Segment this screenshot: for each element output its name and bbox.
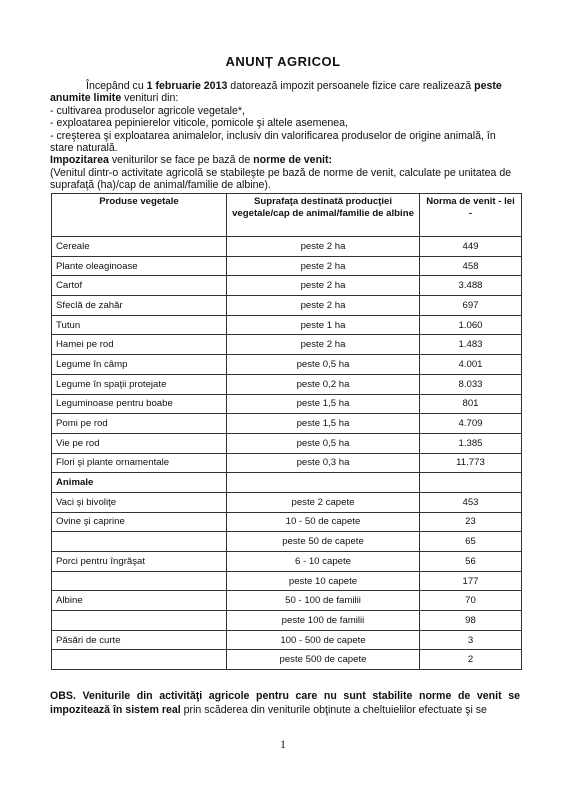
norm-value: 8.033: [420, 374, 522, 394]
table-row: [52, 611, 522, 631]
product-name: [52, 650, 227, 670]
intro-text-a: Începând cu: [86, 80, 147, 92]
table-row: [52, 355, 522, 375]
norm-value: 449: [420, 237, 522, 257]
area-cell: 6 - 10 capete: [227, 552, 420, 572]
norm-value: 3.488: [420, 276, 522, 296]
area-cell: peste 2 ha: [227, 335, 420, 355]
product-name: Păsări de curte: [52, 630, 227, 650]
product-name: [52, 571, 227, 591]
table-row: [52, 552, 522, 572]
table-row: [52, 453, 522, 473]
obs-bold-text: OBS. Veniturile din activităţi agricole pentru care nu sunt stabilite norme de venit se impozitează în sistem real: [50, 690, 520, 716]
area-cell: peste 2 ha: [227, 296, 420, 316]
norm-value: 4.001: [420, 355, 522, 375]
area-cell: 50 - 100 de familii: [227, 591, 420, 611]
intro-text-c: datorează impozit persoanele fizice care realizează: [227, 80, 475, 92]
product-name: [52, 532, 227, 552]
area-cell: peste 0,5 ha: [227, 433, 420, 453]
norm-value: 98: [420, 611, 522, 631]
animal-rows: [52, 492, 522, 669]
area-cell: peste 0,2 ha: [227, 374, 420, 394]
vegetal-rows: [52, 237, 522, 473]
product-name: Tutun: [52, 315, 227, 335]
observation-note: [50, 689, 520, 717]
norm-value: 458: [420, 256, 522, 276]
table-row: [52, 335, 522, 355]
norm-value: 801: [420, 394, 522, 414]
norms-label: norme de venit:: [253, 154, 333, 167]
header-norm: Norma de venit - lei -: [420, 194, 522, 237]
page-title: ANUNȚ AGRICOL: [225, 54, 341, 69]
area-cell: peste 1 ha: [227, 315, 420, 335]
area-cell: peste 2 capete: [227, 492, 420, 512]
table-row: [52, 512, 522, 532]
product-name: Legume în câmp: [52, 355, 227, 375]
area-cell: 100 - 500 de capete: [227, 630, 420, 650]
intro-limits: peste anumite limite: [50, 80, 502, 105]
product-name: Flori şi plante ornamentale: [52, 453, 227, 473]
norm-value: 56: [420, 552, 522, 572]
norm-value: 1.060: [420, 315, 522, 335]
table-row: [52, 571, 522, 591]
page-number: 1: [280, 737, 286, 751]
table-row: [52, 374, 522, 394]
intro-text-e: venituri din:: [121, 92, 179, 105]
table-row: [52, 433, 522, 453]
area-cell: peste 500 de capete: [227, 650, 420, 670]
norm-value: 70: [420, 591, 522, 611]
area-cell: peste 100 de familii: [227, 611, 420, 631]
taxation-text: veniturilor se face pe bază de: [108, 154, 254, 167]
product-name: Sfeclă de zahăr: [52, 296, 227, 316]
intro-item: - cultivarea produselor agricole vegetale*,: [50, 104, 245, 117]
product-name: Plante oleaginoase: [52, 256, 227, 276]
norm-value: 23: [420, 512, 522, 532]
norm-value: 65: [420, 532, 522, 552]
norm-value: 1.483: [420, 335, 522, 355]
income-norms-table: [51, 193, 522, 670]
obs-text: prin scăderea din veniturile obţinute a cheltuielilor efectuate şi se: [180, 704, 487, 716]
area-cell: peste 0,3 ha: [227, 453, 420, 473]
norm-value: 697: [420, 296, 522, 316]
header-area: Suprafaţa destinată producţiei vegetale/cap de animal/familie de albine: [227, 194, 420, 237]
area-cell: peste 2 ha: [227, 237, 420, 257]
table-row: [52, 630, 522, 650]
product-name: [52, 611, 227, 631]
norm-value: 1.385: [420, 433, 522, 453]
table-row: [52, 532, 522, 552]
intro-item: - exploatarea pepinierelor viticole, pomicole şi altele asemenea,: [50, 117, 348, 130]
intro-text: [50, 80, 520, 192]
table-row: [52, 650, 522, 670]
table-cell: [227, 473, 420, 493]
intro-paragraph: [50, 80, 520, 105]
table-cell: [420, 473, 522, 493]
norm-value: 4.709: [420, 414, 522, 434]
taxation-line: [50, 154, 520, 166]
table-row: [52, 591, 522, 611]
norm-value: 177: [420, 571, 522, 591]
area-cell: peste 50 de capete: [227, 532, 420, 552]
area-cell: peste 2 ha: [227, 276, 420, 296]
product-name: Cereale: [52, 237, 227, 257]
animals-section: [52, 473, 522, 493]
norm-value: 453: [420, 492, 522, 512]
table-row: [52, 276, 522, 296]
product-name: Hamei pe rod: [52, 335, 227, 355]
product-name: Leguminoase pentru boabe: [52, 394, 227, 414]
norm-value: 11.773: [420, 453, 522, 473]
intro-date: 1 februarie 2013: [146, 80, 228, 92]
area-cell: peste 10 capete: [227, 571, 420, 591]
taxation-label: Impozitarea: [50, 154, 109, 167]
table-row: [52, 394, 522, 414]
norm-value: 3: [420, 630, 522, 650]
product-name: Cartof: [52, 276, 227, 296]
header-products: Produse vegetale: [52, 194, 227, 237]
animals-label: Animale: [52, 473, 227, 493]
product-name: Ovine şi caprine: [52, 512, 227, 532]
norm-value: 2: [420, 650, 522, 670]
table-row: [52, 492, 522, 512]
product-name: Pomi pe rod: [52, 414, 227, 434]
area-cell: peste 1,5 ha: [227, 394, 420, 414]
area-cell: peste 1,5 ha: [227, 414, 420, 434]
intro-item: - creşterea şi exploatarea animalelor, inclusiv din valorificarea produselor de origine animală, în stare naturală.: [50, 129, 496, 155]
product-name: Vaci şi bivoliţe: [52, 492, 227, 512]
area-cell: peste 2 ha: [227, 256, 420, 276]
table-row: [52, 237, 522, 257]
product-name: Albine: [52, 591, 227, 611]
product-name: Legume în spaţii protejate: [52, 374, 227, 394]
table-row: [52, 296, 522, 316]
table-row: [52, 414, 522, 434]
product-name: Porci pentru îngrăşat: [52, 552, 227, 572]
table-row: [52, 315, 522, 335]
table-row: [52, 256, 522, 276]
area-cell: peste 0,5 ha: [227, 355, 420, 375]
norms-explanation: (Venitul dintr-o activitate agricolă se stabileşte pe bază de norme de venit, calculate pe unitatea de suprafaţă (ha)/cap de animal/familie de albine).: [50, 166, 512, 192]
product-name: Vie pe rod: [52, 433, 227, 453]
area-cell: 10 - 50 de capete: [227, 512, 420, 532]
animals-header-row: [52, 473, 522, 493]
table-header-row: [52, 194, 522, 237]
